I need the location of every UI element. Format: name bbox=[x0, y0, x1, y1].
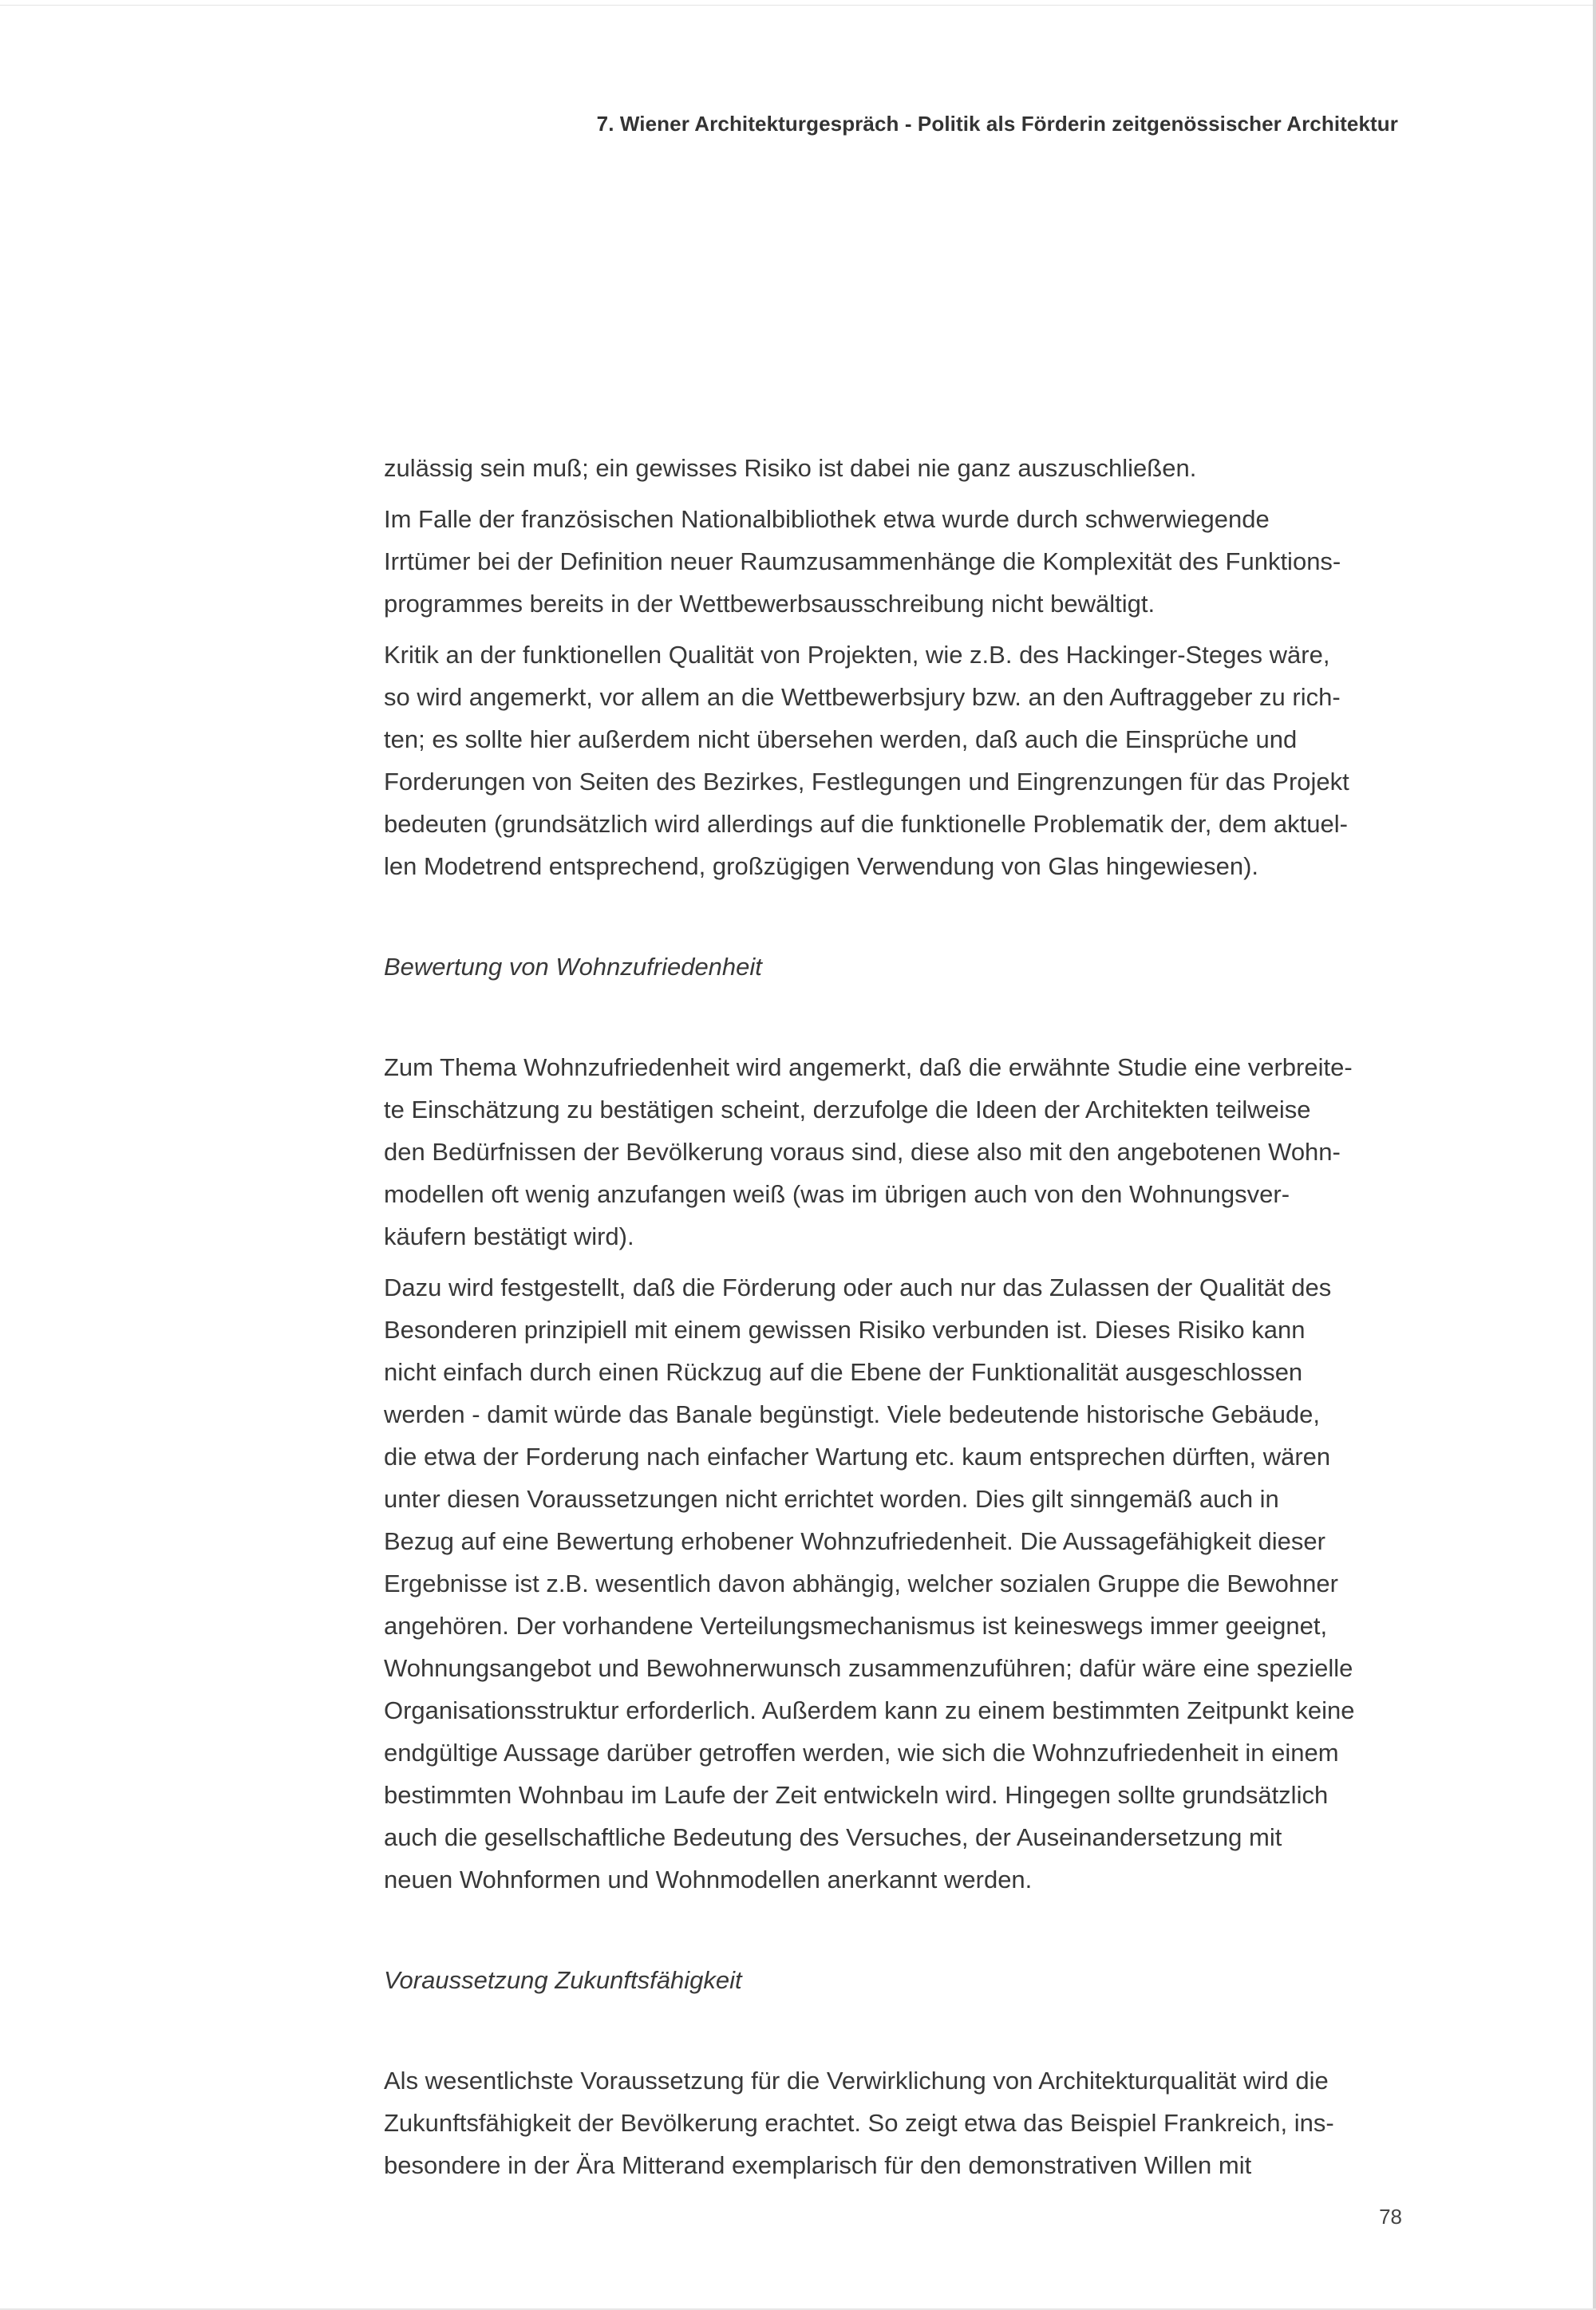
text-line: bedeuten (grundsätzlich wird allerdings auf die funktionelle Problematik der, dem aktuel- bbox=[384, 810, 1348, 838]
paragraph-6 bbox=[384, 2059, 1405, 2186]
text-line: die etwa der Forderung nach einfacher Wartung etc. kaum entsprechen dürften, wären bbox=[384, 1443, 1331, 1471]
text-line: Zukunftsfähigkeit der Bevölkerung erachtet. So zeigt etwa das Beispiel Frankreich, ins- bbox=[384, 2109, 1334, 2137]
text-line: te Einschätzung zu bestätigen scheint, derzufolge die Ideen der Architekten teilweise bbox=[384, 1096, 1311, 1123]
text-line: zulässig sein muß; ein gewisses Risiko ist dabei nie ganz auszuschließen. bbox=[384, 454, 1197, 482]
text-line: käufern bestätigt wird). bbox=[384, 1222, 634, 1250]
text-line: Dazu wird festgestellt, daß die Förderung oder auch nur das Zulassen der Qualität des bbox=[384, 1273, 1332, 1301]
text-line: werden - damit würde das Banale begünstigt. Viele bedeutende historische Gebäude, bbox=[384, 1400, 1321, 1428]
text-line: Kritik an der funktionellen Qualität von Projekten, wie z.B. des Hackinger-Steges wäre, bbox=[384, 641, 1330, 669]
scan-right-edge bbox=[1593, 0, 1596, 2310]
text-line: unter diesen Voraussetzungen nicht errichtet worden. Dies gilt sinngemäß auch in bbox=[384, 1485, 1279, 1513]
text-line: den Bedürfnissen der Bevölkerung voraus sind, diese also mit den angebotenen Wohn- bbox=[384, 1138, 1341, 1166]
text-line: Organisationsstruktur erforderlich. Außerdem kann zu einem bestimmten Zeitpunkt keine bbox=[384, 1696, 1355, 1724]
text-line: neuen Wohnformen und Wohnmodellen anerkannt werden. bbox=[384, 1866, 1033, 1893]
text-line: Als wesentlichste Voraussetzung für die Verwirklichung von Architekturqualität wird die bbox=[384, 2067, 1329, 2095]
paragraph-4 bbox=[384, 1046, 1405, 1258]
section-heading-zukunftsfaehigkeit: Voraussetzung Zukunftsfähigkeit bbox=[384, 1966, 742, 1994]
scan-top-edge bbox=[0, 5, 1596, 6]
text-line: modellen oft wenig anzufangen weiß (was im übrigen auch von den Wohnungsver- bbox=[384, 1180, 1290, 1208]
text-line: Besonderen prinzipiell mit einem gewissen Risiko verbunden ist. Dieses Risiko kann bbox=[384, 1316, 1306, 1344]
page-number: 78 bbox=[1379, 2205, 1402, 2229]
text-line: ten; es sollte hier außerdem nicht übersehen werden, daß auch die Einsprüche und bbox=[384, 725, 1298, 753]
text-line: angehören. Der vorhandene Verteilungsmechanismus ist keineswegs immer geeignet, bbox=[384, 1612, 1328, 1640]
text-line: len Modetrend entsprechend, großzügigen Verwendung von Glas hingewiesen). bbox=[384, 852, 1259, 880]
text-line: Forderungen von Seiten des Bezirkes, Festlegungen und Eingrenzungen für das Projekt bbox=[384, 768, 1349, 796]
text-line: auch die gesellschaftliche Bedeutung des Versuches, der Auseinandersetzung mit bbox=[384, 1823, 1282, 1851]
text-line: Zum Thema Wohnzufriedenheit wird angemerkt, daß die erwähnte Studie eine verbreite- bbox=[384, 1053, 1353, 1081]
text-line: so wird angemerkt, vor allem an die Wettbewerbsjury bzw. an den Auftraggeber zu rich- bbox=[384, 683, 1341, 711]
text-line: besondere in der Ära Mitterand exemplarisch für den demonstrativen Willen mit bbox=[384, 2151, 1252, 2179]
paragraph-5 bbox=[384, 1266, 1405, 1901]
text-line: Im Falle der französischen Nationalbibliothek etwa wurde durch schwerwiegende bbox=[384, 505, 1270, 533]
text-line: programmes bereits in der Wettbewerbsausschreibung nicht bewältigt. bbox=[384, 590, 1156, 618]
paragraph-1 bbox=[384, 447, 1405, 489]
text-line: Irrtümer bei der Definition neuer Raumzusammenhänge die Komplexität des Funktions- bbox=[384, 547, 1341, 575]
text-line: endgültige Aussage darüber getroffen werden, wie sich die Wohnzufriedenheit in einem bbox=[384, 1739, 1339, 1767]
text-line: Ergebnisse ist z.B. wesentlich davon abhängig, welcher sozialen Gruppe die Bewohner bbox=[384, 1570, 1338, 1597]
paragraph-3 bbox=[384, 634, 1405, 887]
text-line: nicht einfach durch einen Rückzug auf die Ebene der Funktionalität ausgeschlossen bbox=[384, 1358, 1303, 1386]
text-line: bestimmten Wohnbau im Laufe der Zeit entwickeln wird. Hingegen sollte grundsätzlich bbox=[384, 1781, 1329, 1809]
body-text bbox=[384, 447, 1405, 2186]
text-line: Wohnungsangebot und Bewohnerwunsch zusammenzuführen; dafür wäre eine spezielle bbox=[384, 1654, 1353, 1682]
paragraph-2 bbox=[384, 498, 1405, 625]
text-line: Bezug auf eine Bewertung erhobener Wohnzufriedenheit. Die Aussagefähigkeit dieser bbox=[384, 1527, 1325, 1555]
section-heading-wohnzufriedenheit: Bewertung von Wohnzufriedenheit bbox=[384, 953, 762, 981]
running-header: 7. Wiener Architekturgespräch - Politik als Förderin zeitgenössischer Architektur bbox=[596, 112, 1398, 136]
